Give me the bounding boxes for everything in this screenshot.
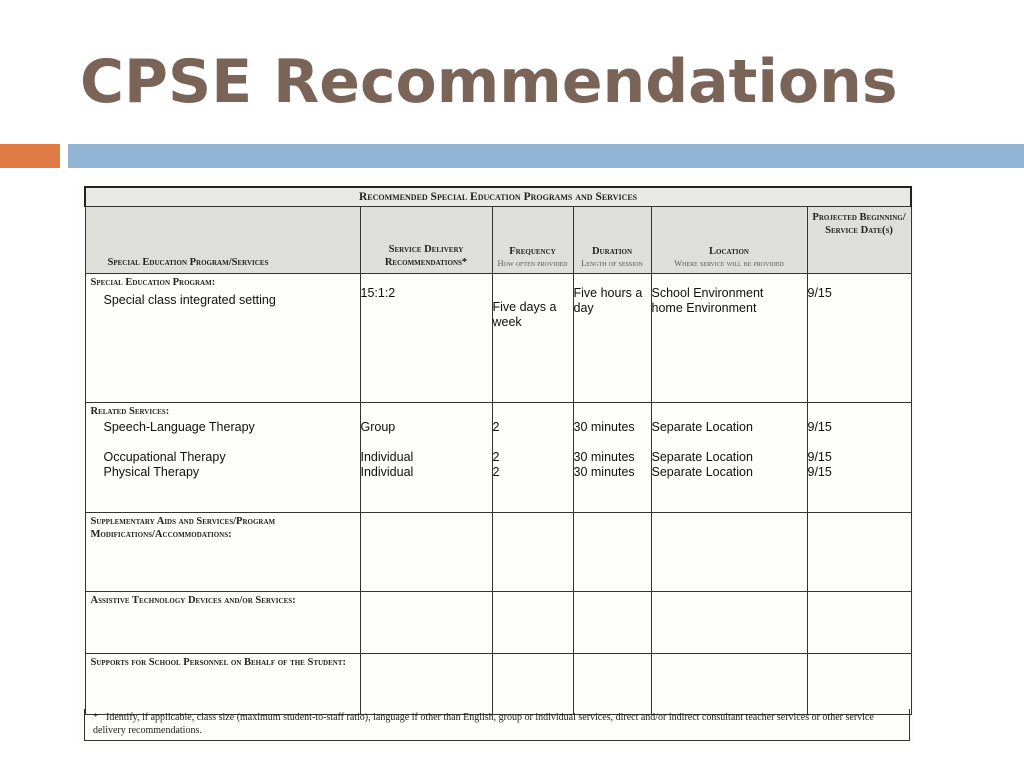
related-delivery-3: Individual: [360, 465, 414, 479]
header-projected-date: Projected Beginning/ Service Date(s): [807, 207, 911, 274]
related-date-3: 9/15: [807, 465, 832, 479]
related-services-row: [85, 403, 911, 513]
supports-row: [85, 654, 911, 715]
related-location-3: Separate Location: [651, 465, 753, 479]
related-location-2: Separate Location: [651, 450, 753, 464]
footnote: [84, 709, 910, 741]
header-row: [85, 207, 911, 274]
related-section-label: Related Services:: [90, 406, 170, 417]
table-caption: Recommended Special Education Programs and Services: [85, 187, 911, 207]
related-delivery-2: Individual: [360, 450, 414, 464]
header-duration: Duration Length of session: [573, 207, 651, 274]
related-date-1: 9/15: [807, 420, 832, 434]
related-frequency-2: 2: [492, 450, 500, 464]
supplementary-row: [85, 513, 911, 592]
header-delivery: Service Delivery Recommendations*: [360, 207, 492, 274]
supports-label: Supports for School Personnel on Behalf of the Student:: [90, 657, 346, 668]
related-service-2: Occupational Therapy: [103, 450, 226, 464]
related-duration-1: 30 minutes: [573, 420, 635, 434]
assistive-label: Assistive Technology Devices and/or Services:: [90, 595, 296, 606]
slide-title: CPSE Recommendations: [80, 47, 898, 117]
program-delivery: 15:1:2: [360, 286, 396, 300]
accent-bar-orange: [0, 144, 60, 168]
header-program: Special Education Program/Services: [85, 207, 360, 274]
related-date-2: 9/15: [807, 450, 832, 464]
header-frequency: Frequency How often provided: [492, 207, 573, 274]
accent-bar-blue: [68, 144, 1024, 168]
program-location-1: School Environment: [651, 286, 764, 300]
program-date: 9/15: [807, 286, 832, 300]
program-frequency: Five days a week: [492, 300, 557, 329]
program-section-label: Special Education Program:: [90, 277, 216, 288]
footnote-marker: *: [93, 712, 98, 723]
footnote-text: Identify, if applicable, class size (maximum student-to-staff ratio), language if other than English, group or individual services, direct and/or indirect consultant teacher services or other service delivery recommendations.: [93, 712, 874, 736]
related-frequency-1: 2: [492, 420, 500, 434]
program-row: [85, 274, 911, 403]
program-duration: Five hours a day: [573, 286, 643, 315]
related-duration-3: 30 minutes: [573, 465, 635, 479]
related-delivery-1: Group: [360, 420, 396, 434]
supplementary-label: Supplementary Aids and Services/Program Modifications/Accommodations:: [90, 516, 276, 540]
program-value: Special class integrated setting: [103, 293, 276, 307]
related-service-1: Speech-Language Therapy: [103, 420, 255, 434]
related-frequency-3: 2: [492, 465, 500, 479]
services-table: [84, 186, 912, 715]
related-location-1: Separate Location: [651, 420, 753, 434]
header-location: Location Where service will be provided: [651, 207, 807, 274]
related-service-3: Physical Therapy: [103, 465, 200, 479]
related-duration-2: 30 minutes: [573, 450, 635, 464]
program-location-2: home Environment: [651, 301, 757, 315]
assistive-technology-row: [85, 592, 911, 654]
